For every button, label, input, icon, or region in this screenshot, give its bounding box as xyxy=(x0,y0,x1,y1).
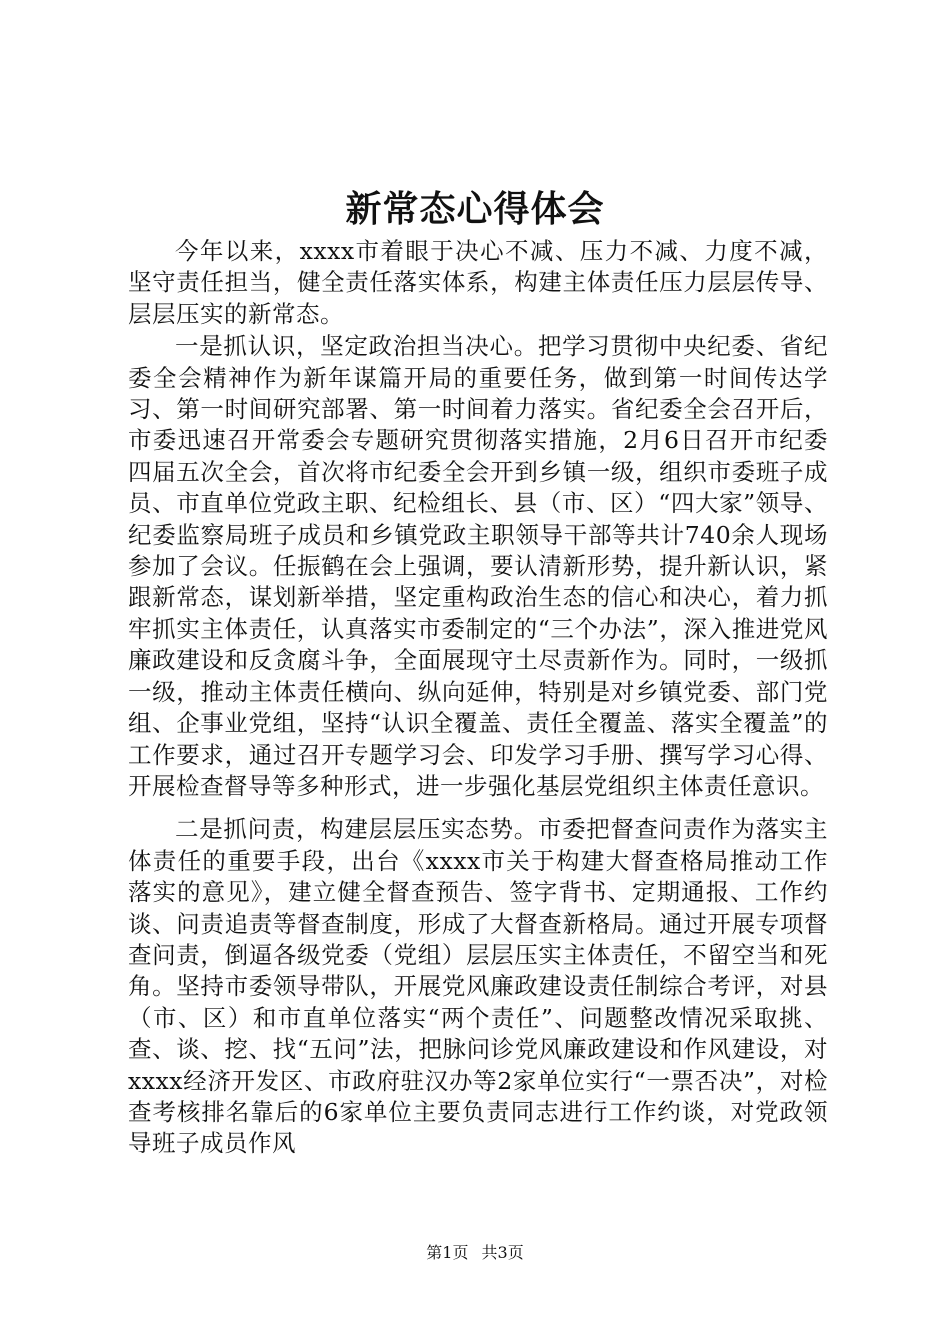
document-title: 新常态心得体会 xyxy=(345,188,605,230)
paragraph-intro: 今年以来，xxxx市着眼于决心不减、压力不减、力度不减，坚守责任担当，健全责任落实体系，构建主体责任压力层层传导、层层压实的新常态。 xyxy=(128,237,828,328)
document-body xyxy=(128,236,828,1160)
page-total: 共3页 xyxy=(481,1243,524,1262)
page-number: 第1页 xyxy=(426,1243,469,1262)
paragraph-point-two: 二是抓问责，构建层层压实态势。市委把督查问责作为落实主体责任的重要手段，出台《xxxx市关于构建大督查格局推动工作落实的意见》，建立健全督查预告、签字背书、定期通报、工作约谈、问责追责等督查制度，形成了大督查新格局。通过开展专项督查问责，倒逼各级党委（党组）层层压实主体责任，不留空当和死角。坚持市委领导带队，开展党风廉政建设责任制综合考评，对县（市、区）和市直单位落实“两个责任”、问题整改情况采取挑、查、谈、挖、找“五问”法，把脉问诊党风廉政建设和作风建设，对xxxx经济开发区、市政府驻汉办等2家单位实行“一票否决”，对检查考核排名靠后的6家单位主要负责同志进行工作约谈，对党政领导班子成员作风 xyxy=(128,815,828,1158)
page-footer xyxy=(0,1242,950,1264)
paragraph-point-one: 一是抓认识，坚定政治担当决心。把学习贯彻中央纪委、省纪委全会精神作为新年谋篇开局的重要任务，做到第一时间传达学习、第一时间研究部署、第一时间着力落实。省纪委全会召开后，市委迅速召开常委会专题研究贯彻落实措施，2月6日召开市纪委四届五次全会，首次将市纪委全会开到乡镇一级，组织市委班子成员、市直单位党政主职、纪检组长、县（市、区）“四大家”领导、纪委监察局班子成员和乡镇党政主职领导干部等共计740余人现场参加了会议。任振鹤在会上强调，要认清新形势，提升新认识，紧跟新常态，谋划新举措，坚定重构政治生态的信心和决心，着力抓牢抓实主体责任，认真落实市委制定的“三个办法”，深入推进党风廉政建设和反贪腐斗争，全面展现守土尽责新作为。同时，一级抓一级，推动主体责任横向、纵向延伸，特别是对乡镇党委、部门党组、企事业党组，坚持“认识全覆盖、责任全覆盖、落实全覆盖”的工作要求，通过召开专题学习会、印发学习手册、撰写学习心得、开展检查督导等多种形式，进一步强化基层党组织主体责任意识。 xyxy=(128,332,828,800)
